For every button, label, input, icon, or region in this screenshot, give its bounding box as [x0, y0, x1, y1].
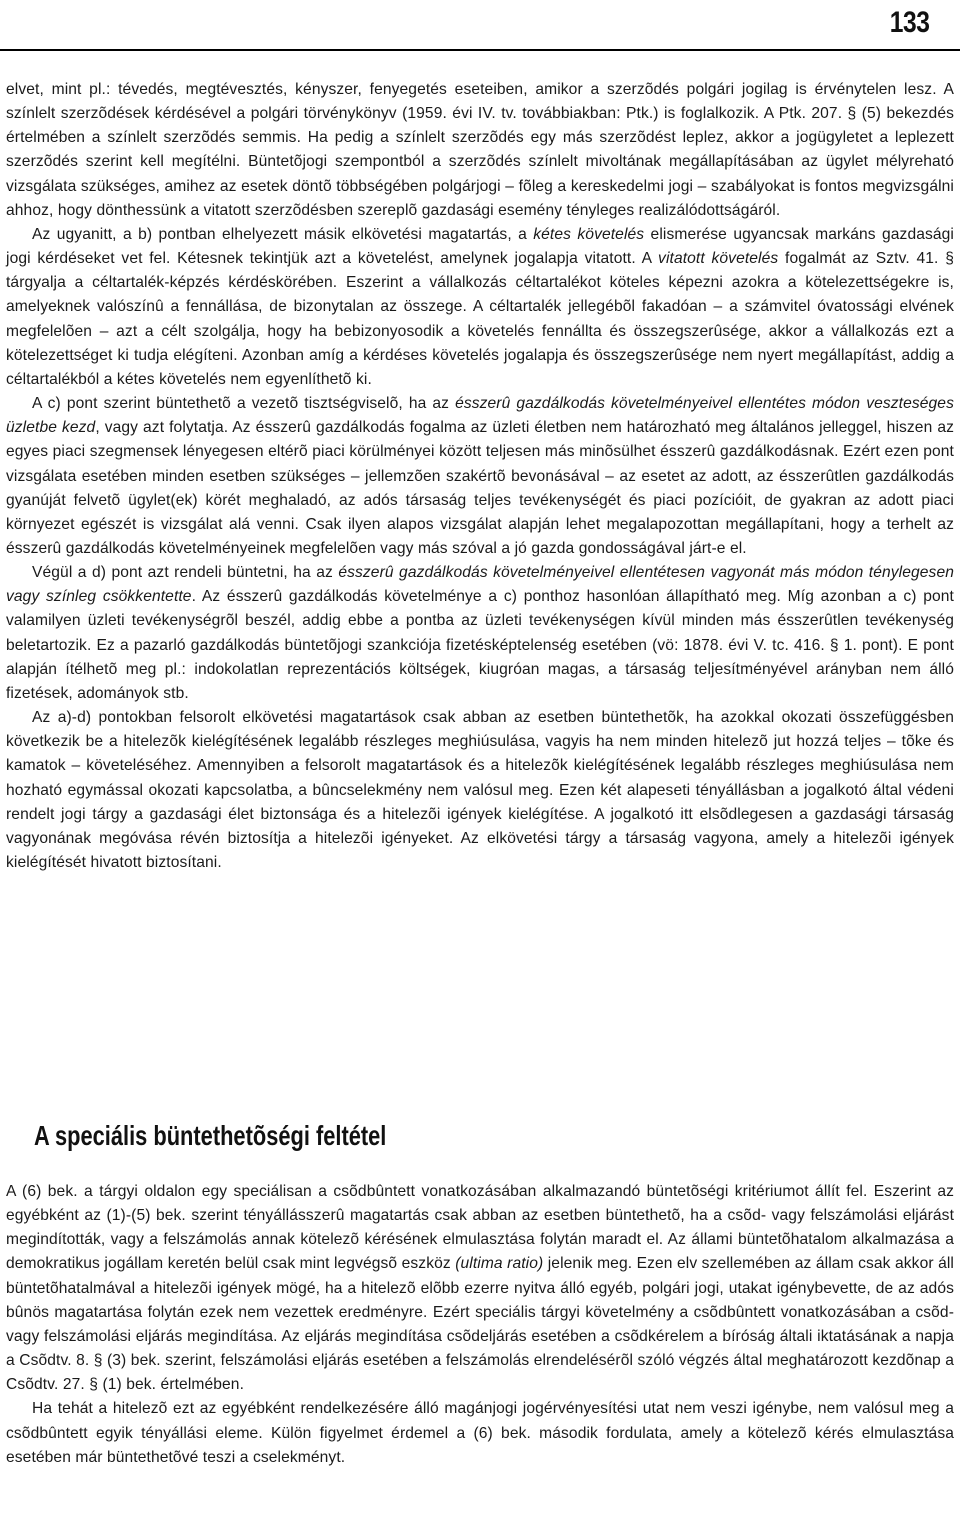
paragraph	[6, 223, 954, 392]
text-run: A c) pont szerint büntethetõ a vezetõ tisztségviselõ, ha az	[32, 395, 456, 413]
text-run: elismerése ugyancsak markáns gazdasági jogi kérdéseket vet fel. Kétesnek tekintjük azt a követelést, amelynek jogalapja vitatott. A	[6, 225, 954, 268]
text-run: Az a)-d) pontokban felsorolt elkövetési magatartások csak abban az esetben büntethetõk, ha azokkal okozati összefüggésben következik be a hitelezõk kielégítésének legalább részleges meghiúsulása, vagyis ha nem minden hitelezõ jut hozzá teljes – tõke és kamatok – követeléséhez. Amennyiben a felsorolt magatartások és a hitelezõk kielégítésének legalább részleges meghiúsulása nem hozható egymással okozati kapcsolatba, a bûncselekmény nem valósul meg. Ezen két alapeseti tényállásban a jogalkotó által védeni rendelt jogi tárgy a gazdasági élet biztonsága és a hitelezõi igények kielégítése. A jogalkotó itt elsõdlegesen a gazdasági társaság vagyonának megóvása révén biztosítja a hitelezõi igényeket. Az elkövetési tárgy a társaság vagyona, amely a hitelezõi igények kielégítését hivatott biztosítani.	[6, 709, 954, 871]
text-run: , vagy azt folytatja. Az ésszerû gazdálkodás fogalma az üzleti életben nem határozható meg általános jelleggel, hiszen az egyes piaci szegmensek lényegesen eltérõ piaci körülményei között teljesen más minõsülhet ésszerû gazdálkodásnak. Ezért ezen pont vizsgálata esetében minden esetben szükséges – jellemzõen szakértõ bevonásával – az esetet az adott, az ésszerûtlen gazdálkodás gyanúját felvetõ ügylet(ek) körét meghaladó, az adós társaság teljes tevékenységét és piaci pozícióit, de gyakran az adott piaci környezet egészét is vizsgálat alá venni. Csak ilyen alapos vizsgálat alapján lehet megalapozottan megállapítani, hogy a terhelt az ésszerû gazdálkodás követelményeinek megfelelõen vagy más szóval a jó gazda gondosságával járt-e el.	[6, 419, 954, 557]
text-run: Ha tehát a hitelezõ ezt az egyébként rendelkezésére álló magánjogi jogérvényesítési utat nem veszi igénybe, nem valósul meg a csõdbûntett egyik tényállási eleme. Külön figyelmet érdemel a (6) bek. második fordulata, amely a kötelezõ kérés elmulasztása esetében már büntethetõvé teszi a cselekményt.	[6, 1400, 954, 1466]
italic-run: (ultima ratio)	[455, 1255, 544, 1273]
text-run: . Az ésszerû gazdálkodás követelménye a c) ponthoz hasonlóan állapítható meg. Míg azonban a c) pont valamilyen üzleti tevékenységrõl beszél, addig ebbe a pontba az üzleti tevékenységen kívül minden más ésszerûtlen tevékenység beletartozik. Ez a pazarló gazdálkodás büntetõjogi szankciója fizetésképtelenség esetében (vö: 1878. évi V. tc. 416. § 1. pont). E pont alapján ítélhetõ meg pl.: indokolatlan reprezentációs költségek, kiugróan magas, a társaság teljesítményével arányban nem álló fizetések, adományok stb.	[6, 588, 954, 702]
body-text-top	[6, 78, 954, 875]
text-run: Végül a d) pont azt rendeli büntetni, ha az	[32, 564, 339, 582]
paragraph	[6, 392, 954, 561]
text-run: fogalmát az Sztv. 41. § tárgyalja a céltartalék-képzés kérdéskörében. Eszerint a vállalkozás céltartalékot köteles képezni azokra a kötelezettségekre is, amelyeknek valószínû a fennállása, de bizonytalan az összege. A céltartalék jellegébõl fakadóan – a számvitel óvatossági elvének megfelelõen – azt a célt szolgálja, hogy ha bebizonyosodik a követelés fennállta és összegszerûsége, akkor a vállalkozás ezt a kötelezettséget ki tudja elégíteni. Azonban amíg a kérdéses követelés jogalapja és összegszerûsége nem nyert megállapítást, addig a céltartalékból a kétes követelés nem egyenlíthetõ ki.	[6, 250, 954, 388]
header-rule	[0, 49, 960, 51]
italic-run: ésszerû gazdálkodás követelményeivel ellentétesen vagyonát más módon ténylegesen vagy színleg csökkentette	[6, 564, 954, 606]
text-run: Az ugyanitt, a b) pontban elhelyezett másik elkövetési magatartás, a	[32, 225, 534, 243]
paragraph	[6, 561, 954, 706]
text-run: elvet, mint pl.: tévedés, megtévesztés, kényszer, fenyegetés eseteiben, amikor a szerzõdés polgári jogilag is érvénytelen lesz. A színlelt szerzõdések kérdésével a polgári törvénykönyv (1959. évi IV. tv. továbbiakban: Ptk.) is foglalkozik. A Ptk. 207. § (5) bekezdés értelmében a színlelt szerzõdés semmis. Ha pedig a színlelt szerzõdés egy más szerzõdést leplez, akkor a jogügyletet a leplezett szerzõdés szerint kell megítélni. Büntetõjogi szempontból a szerzõdés színlelt mivoltának megállapításában az ügylet mélyreható vizsgálata szükséges, amihez az esetek döntõ többségében polgárjogi – fõleg a kereskedelmi jogi – szabályokat is fontos megvizsgálni ahhoz, hogy dönthessünk a vitatott szerzõdésben szereplõ gazdasági esemény tényleges realizálódottságáról.	[6, 81, 954, 219]
text-run: A (6) bek. a tárgyi oldalon egy speciálisan a csõdbûntett vonatkozásában alkalmazandó büntetõségi kritériumot állít fel. Eszerint az egyébként az (1)-(5) bek. szerint tényállásszerû magatartás csak abban az esetben büntethetõ, ha a csõd- vagy felszámolási eljárást megindították, vagy a felszámolás annak kötelezõ kérésének elmulasztása folytán maradt el. Az állami büntetõhatalom alkalmazása a demokratikus jogállam keretén belül csak mint legvégsõ eszköz	[6, 1183, 954, 1273]
paragraph	[6, 706, 954, 875]
italic-run: vitatott követelés	[658, 250, 779, 268]
italic-run: kétes követelés	[533, 225, 645, 243]
paragraph	[6, 1180, 954, 1397]
page-number: 133	[890, 6, 930, 39]
section-heading: A speciális büntethetõségi feltétel	[34, 1120, 387, 1151]
italic-run: ésszerû gazdálkodás követelményeivel ellentétes módon veszteséges üzletbe kezd	[6, 395, 954, 437]
body-text-bottom	[6, 1180, 954, 1470]
paragraph	[6, 78, 954, 223]
text-run: jelenik meg. Ezen elv szellemében az állam csak akkor áll büntetõhatalmával a hitelezõi igények mögé, ha a hitelezõ elõbb ezerre nyitva álló egyéb, polgári jogi, utakat igénybevette, de az adós bûnös magatartása folytán ezek nem vezettek eredményre. Ezért speciális tárgyi követelmény a csõdbûntett vonatkozásában a csõd- vagy felszámolási eljárás megindítása. Az eljárás megindítása csõdeljárás esetében a csõdkérelem a bíróság általi iktatásának a napja a Csõdtv. 8. § (3) bek. szerint, felszámolási eljárás esetében a felszámolás elrendelésérõl szóló végzés által meghatározott kezdõnap a Csõdtv. 27. § (1) bek. értelmében.	[6, 1255, 954, 1394]
paragraph	[6, 1397, 954, 1469]
